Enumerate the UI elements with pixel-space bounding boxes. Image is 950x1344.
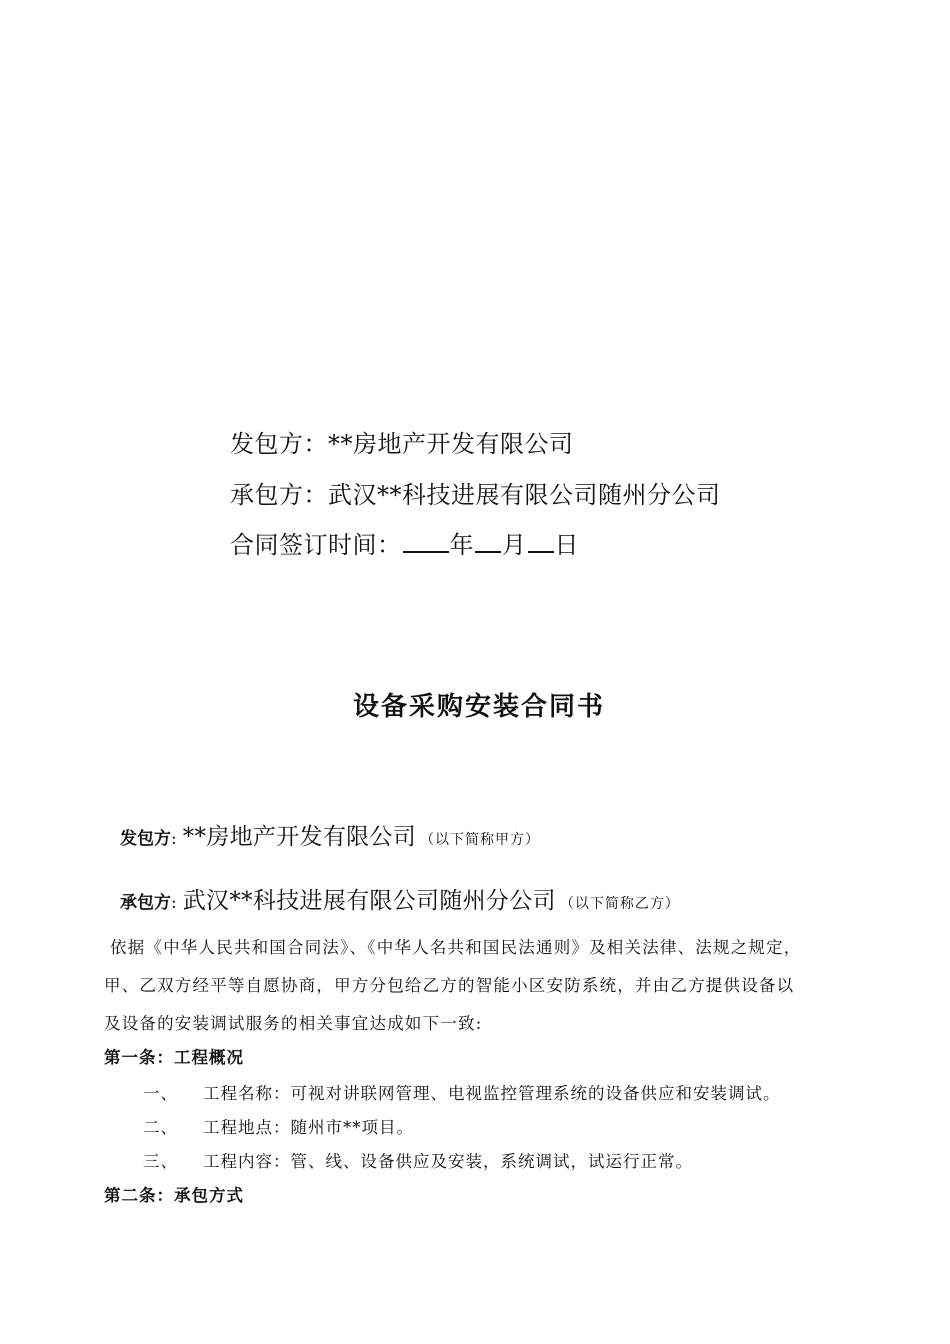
cover-issuer-line — [230, 424, 574, 459]
item-text: 工程内容：管、线、设备供应及安装，系统调试，试运行正常。 — [203, 1152, 693, 1171]
party-issuer-note: （以下简称甲方） — [420, 832, 541, 848]
item-number: 三、 — [143, 1152, 178, 1171]
item-number: 一、 — [143, 1084, 178, 1103]
preamble-line-2: 甲、乙双方经平等自愿协商，甲方分包给乙方的智能小区安防系统，并由乙方提供设备以 — [104, 976, 795, 995]
year-blank — [403, 529, 449, 553]
cover-signing-date-line — [230, 525, 579, 560]
item-text: 工程名称：可视对讲联网管理、电视监控管理系统的设备供应和安装调试。 — [203, 1084, 781, 1103]
item-text: 工程地点：随州市**项目。 — [203, 1118, 414, 1137]
day-blank — [528, 529, 554, 553]
party-contractor — [120, 882, 680, 915]
document-title: 设备采购安装合同书 — [352, 692, 605, 722]
preamble-line-1: 依据《中华人民共和国合同法》、《中华人名共和国民法通则》及相关法律、法规之规定， — [110, 938, 802, 957]
cover-contractor-line — [230, 475, 721, 510]
article-1-heading: 第一条：工程概况 — [104, 1048, 244, 1067]
article-2-heading: 第二条：承包方式 — [104, 1186, 244, 1205]
article-1-item-3 — [143, 1148, 693, 1172]
cover-contractor-name: 武汉**科技进展有限公司随州分公司 — [328, 481, 721, 509]
article-1-item-1 — [143, 1080, 781, 1104]
item-number: 二、 — [143, 1118, 178, 1137]
party-contractor-note: （以下简称乙方） — [559, 896, 680, 912]
cover-issuer-name: **房地产开发有限公司 — [328, 430, 574, 458]
party-contractor-colon: : — [171, 893, 177, 913]
day-char: 日 — [554, 531, 579, 559]
month-blank — [475, 529, 501, 553]
party-contractor-name: 武汉**科技进展有限公司随州分公司 — [182, 888, 556, 914]
cover-issuer-label: 发包方： — [230, 430, 328, 458]
month-char: 月 — [502, 531, 527, 559]
article-1-item-2 — [143, 1114, 414, 1138]
preamble-line-3: 及设备的安装调试服务的相关事宜达成如下一致: — [104, 1014, 483, 1033]
party-issuer-label: 发包方 — [120, 829, 171, 849]
cover-contractor-label: 承包方： — [230, 481, 328, 509]
party-contractor-label: 承包方 — [120, 893, 171, 913]
cover-signing-label: 合同签订时间： — [230, 531, 402, 559]
party-issuer — [120, 818, 540, 851]
party-issuer-name: **房地产开发有限公司 — [182, 824, 417, 850]
year-char: 年 — [449, 531, 474, 559]
party-issuer-colon: : — [171, 829, 177, 849]
